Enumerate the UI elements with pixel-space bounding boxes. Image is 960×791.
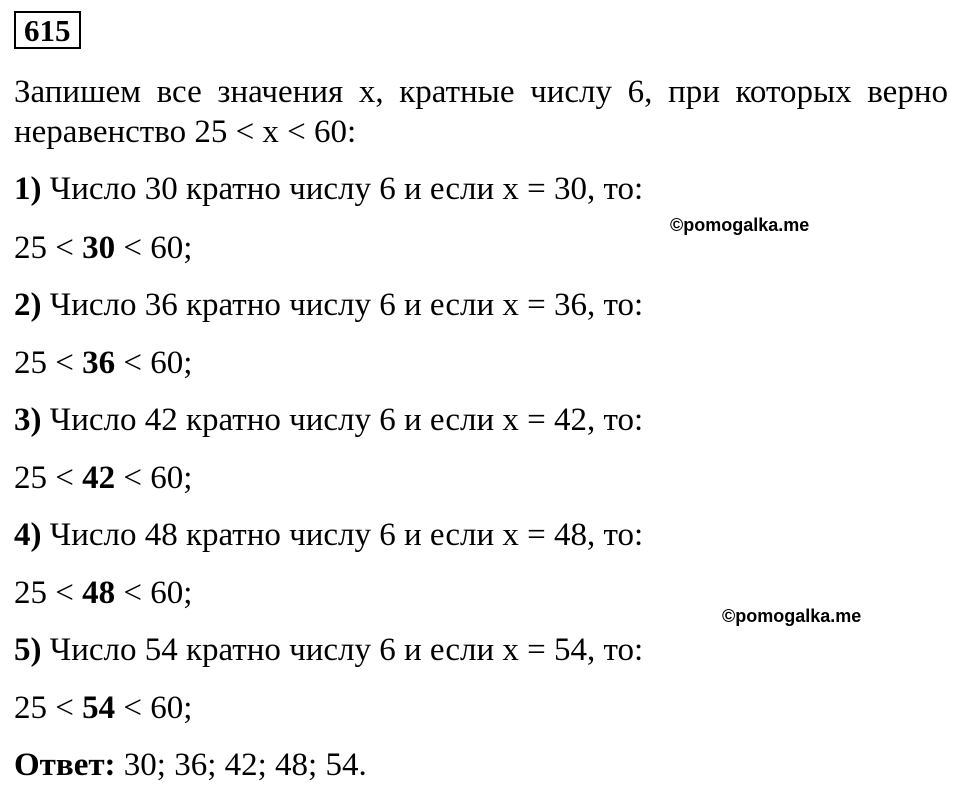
inequality-right: < 60; (115, 345, 193, 381)
step-1-statement (14, 169, 643, 209)
step-3-inequality (14, 458, 192, 498)
inequality-value: 48 (82, 575, 116, 611)
intro-text: Запишем все значения х, кратные числу 6, при которых верно неравенство 25 < х < 60: (14, 74, 948, 150)
inequality-value: 42 (82, 460, 116, 496)
answer-text: 30; 36; 42; 48; 54. (115, 747, 367, 783)
step-number: 5) (14, 632, 42, 668)
step-5-statement (14, 630, 643, 670)
step-number: 1) (14, 171, 42, 207)
step-number: 2) (14, 287, 42, 323)
inequality-right: < 60; (115, 575, 193, 611)
inequality-value: 30 (82, 230, 116, 266)
step-4-statement (14, 515, 643, 555)
inequality-left: 25 < (14, 460, 83, 496)
watermark: ©pomogalka.me (722, 606, 862, 626)
step-number: 4) (14, 517, 42, 553)
step-text: Число 30 кратно числу 6 и если х = 30, то: (41, 171, 644, 207)
step-3-statement (14, 400, 643, 440)
watermark: ©pomogalka.me (670, 215, 810, 235)
inequality-right: < 60; (115, 690, 193, 726)
step-1-inequality (14, 228, 192, 268)
step-2-statement (14, 285, 643, 325)
step-text: Число 54 кратно числу 6 и если х = 54, то: (41, 632, 644, 668)
inequality-left: 25 < (14, 690, 83, 726)
inequality-right: < 60; (115, 460, 193, 496)
answer-label: Ответ: (14, 747, 116, 783)
inequality-right: < 60; (115, 230, 193, 266)
inequality-left: 25 < (14, 575, 83, 611)
inequality-left: 25 < (14, 230, 83, 266)
answer-line (14, 745, 367, 785)
step-5-inequality (14, 688, 192, 728)
step-text: Число 36 кратно числу 6 и если х = 36, то: (41, 287, 644, 323)
step-number: 3) (14, 402, 42, 438)
inequality-value: 36 (82, 345, 116, 381)
step-2-inequality (14, 343, 192, 383)
problem-number: 615 (14, 11, 81, 49)
inequality-value: 54 (82, 690, 116, 726)
step-text: Число 42 кратно числу 6 и если х = 42, то: (41, 402, 644, 438)
step-text: Число 48 кратно числу 6 и если х = 48, то: (41, 517, 644, 553)
inequality-left: 25 < (14, 345, 83, 381)
step-4-inequality (14, 573, 192, 613)
